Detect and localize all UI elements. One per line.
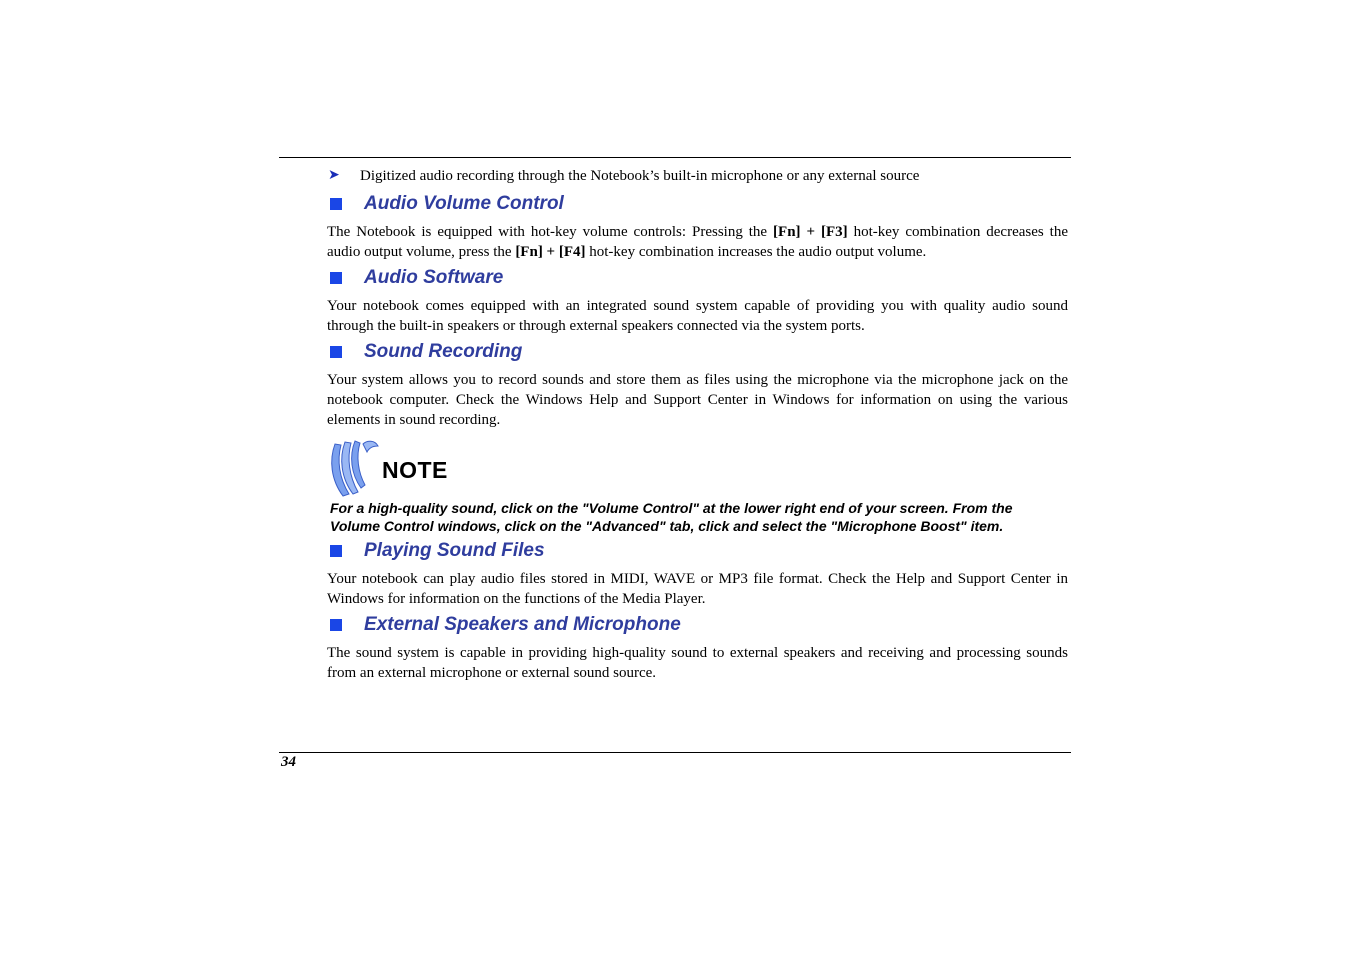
section-title: Audio Volume Control (364, 193, 564, 214)
note-header (327, 438, 1068, 498)
section-title: Playing Sound Files (364, 540, 545, 561)
section-sound-recording (327, 338, 1068, 430)
bullet-text: Digitized audio recording through the Notebook’s built-in microphone or any external source (360, 168, 920, 184)
hotkey-text: [Fn] + [F3] (773, 224, 848, 240)
arrow-bullet-icon: ➤ (328, 168, 340, 183)
page-number: 34 (281, 754, 296, 770)
section-heading (327, 338, 1068, 366)
section-audio-volume-control (327, 190, 1068, 262)
square-bullet-icon (330, 619, 342, 631)
section-heading (327, 264, 1068, 292)
section-title: Audio Software (364, 267, 504, 288)
section-body (327, 643, 1068, 683)
body-text: The sound system is capable in providing high-quality sound to external speakers and receiving and processing sounds from an external microphone or external sound source. (327, 645, 1068, 681)
square-bullet-icon (330, 198, 342, 210)
section-heading (327, 611, 1068, 639)
note-hand-icon (327, 438, 379, 498)
section-body (327, 296, 1068, 336)
section-playing-sound-files (327, 537, 1068, 609)
section-audio-software (327, 264, 1068, 336)
body-text: Your system allows you to record sounds and store them as files using the microphone via the microphone jack on the notebook computer. Check the Windows Help and Support Center in Windows for information on using the various elements in sound recording. (327, 372, 1068, 428)
section-body (327, 569, 1068, 609)
square-bullet-icon (330, 545, 342, 557)
body-text: Your notebook comes equipped with an integrated sound system capable of providing you with quality audio sound through the built-in speakers or through external speakers connected via the system ports. (327, 298, 1068, 334)
section-body (327, 222, 1068, 262)
square-bullet-icon (330, 272, 342, 284)
section-heading (327, 190, 1068, 218)
section-external-speakers-and-microphone (327, 611, 1068, 683)
page-content (327, 166, 1068, 683)
body-text: The Notebook is equipped with hot-key volume controls: Pressing the (327, 224, 774, 240)
body-text: Your notebook can play audio files stored in MIDI, WAVE or MP3 file format. Check the Help and Support Center in Windows for information on the functions of the Media Player. (327, 571, 1068, 607)
note-text: For a high-quality sound, click on the "Volume Control" at the lower right end of your screen. From the Volume Control windows, click on the "Advanced" tab, click and select the "Microphone Boost" item. (330, 500, 1013, 534)
section-body (327, 370, 1068, 430)
body-text: hot-key combination decreases the audio output volume, press the (327, 224, 1069, 260)
square-bullet-icon (330, 346, 342, 358)
hotkey-text: [Fn] + [F4] (515, 244, 586, 260)
section-title: External Speakers and Microphone (364, 614, 681, 635)
header-rule (279, 157, 1071, 158)
section-heading (327, 537, 1068, 565)
sections-group-1 (327, 190, 1068, 430)
footer-rule (279, 752, 1071, 753)
arrow-bullet-item (327, 166, 1068, 188)
body-text: hot-key combination increases the audio output volume. (585, 244, 927, 260)
section-title: Sound Recording (364, 341, 523, 362)
sections-group-2 (327, 537, 1068, 683)
note-label: NOTE (382, 457, 448, 483)
